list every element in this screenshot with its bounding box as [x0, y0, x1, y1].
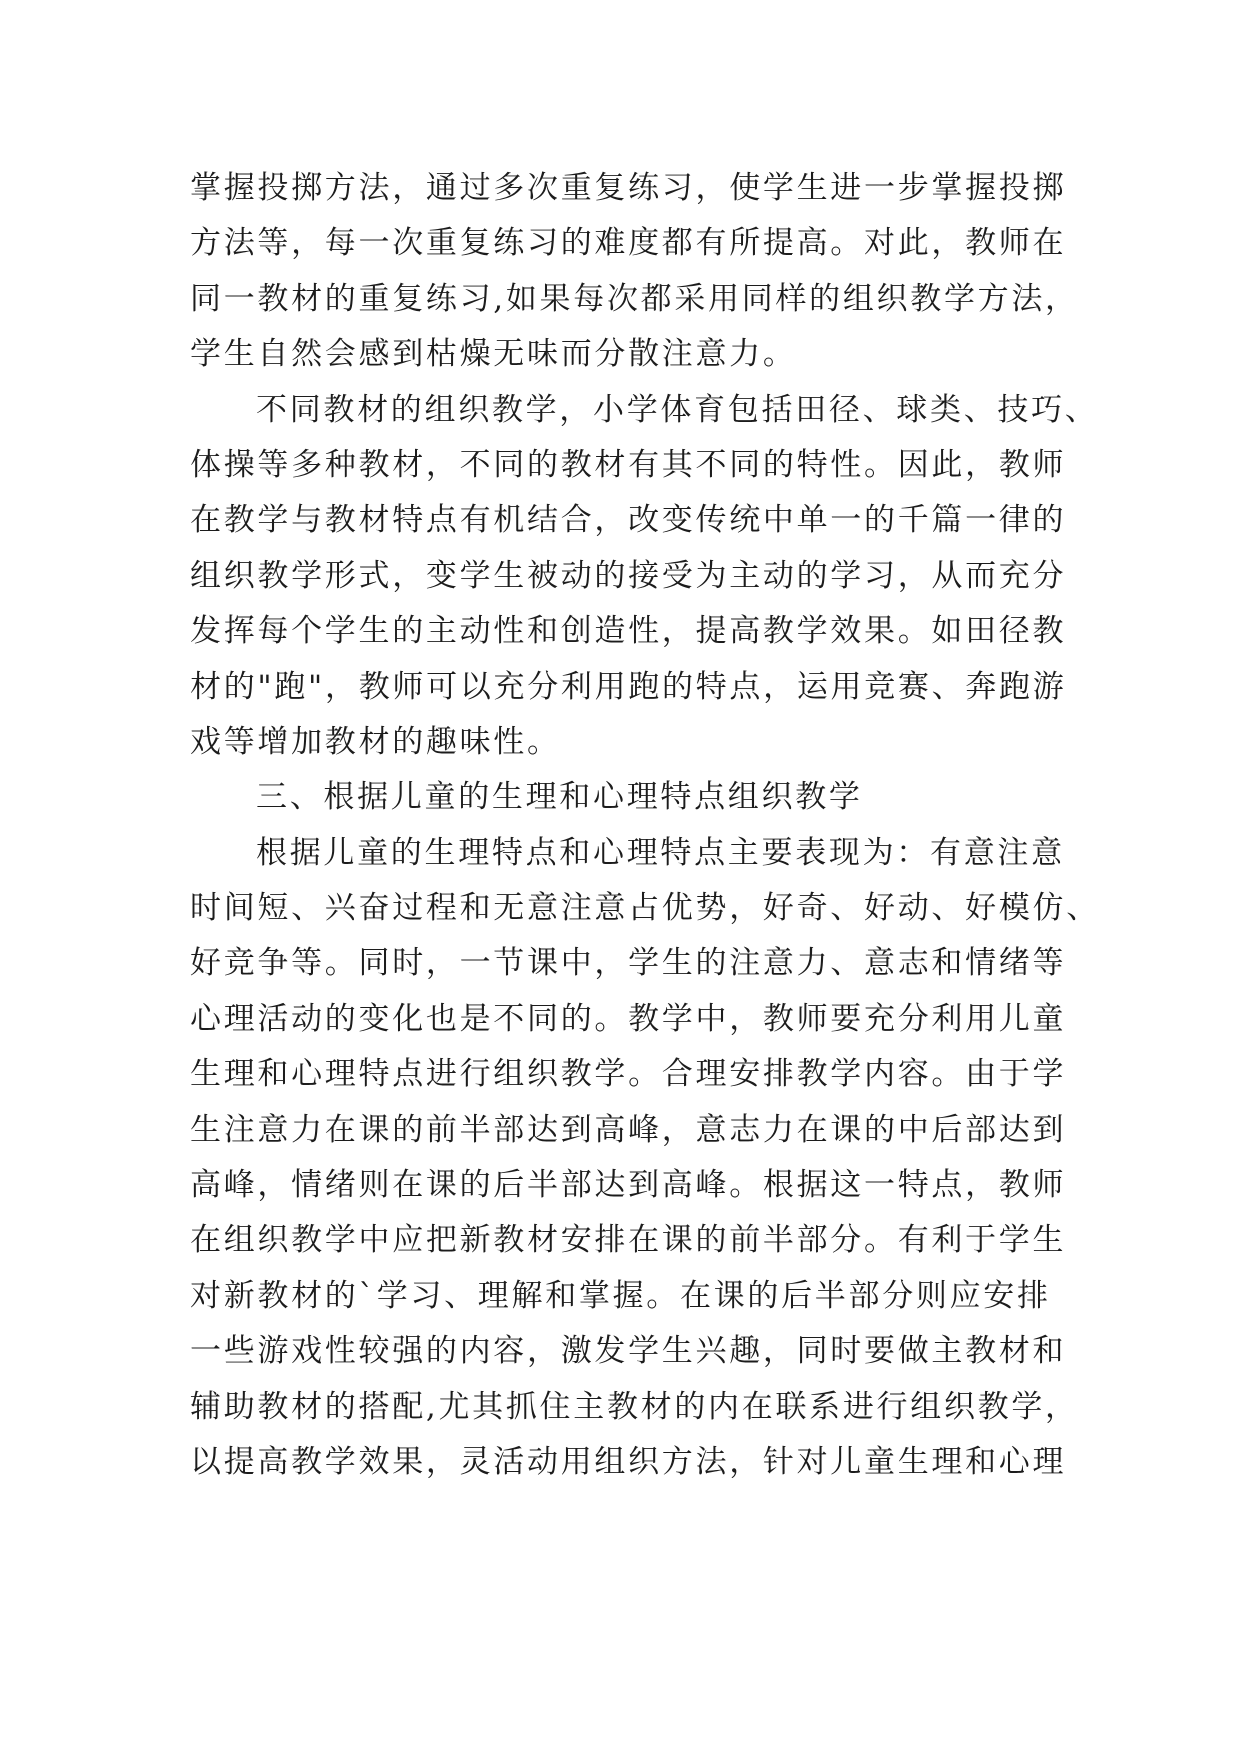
text-line: 组织教学形式，变学生被动的接受为主动的学习，从而充分 [190, 557, 1067, 594]
text-line: 以提高教学效果，灵活动用组织方法，针对儿童生理和心理 [190, 1443, 1067, 1480]
text-line: 掌握投掷方法，通过多次重复练习，使学生进一步掌握投掷 [190, 170, 1067, 206]
text-line: 不同教材的组织教学，小学体育包括田径、球类、技巧、 [256, 391, 1099, 428]
text-line: 根据儿童的生理特点和心理特点主要表现为：有意注意 [256, 834, 1065, 871]
text-line: 材的"跑"，教师可以充分利用跑的特点，运用竞赛、奔跑游 [190, 668, 1067, 705]
text-line: 方法等，每一次重复练习的难度都有所提高。对此，教师在 [190, 225, 1067, 262]
text-line: 发挥每个学生的主动性和创造性，提高教学效果。如田径教 [190, 613, 1067, 650]
text-line: 好竞争等。同时，一节课中，学生的注意力、意志和情绪等 [190, 945, 1067, 982]
text-line: 学生自然会感到枯燥无味而分散注意力。 [190, 336, 797, 373]
text-line: 辅助教材的搭配,尤其抓住主教材的内在联系进行组织教学， [190, 1388, 1079, 1425]
text-line: 三、根据儿童的生理和心理特点组织教学 [256, 779, 863, 816]
text-line: 生理和心理特点进行组织教学。合理安排教学内容。由于学 [190, 1056, 1067, 1093]
text-line: 高峰，情绪则在课的后半部达到高峰。根据这一特点，教师 [190, 1167, 1067, 1204]
text-line: 心理活动的变化也是不同的。教学中，教师要充分利用儿童 [190, 1000, 1067, 1037]
text-line: 在教学与教材特点有机结合，改变传统中单一的千篇一律的 [190, 502, 1067, 539]
text-line: 同一教材的重复练习,如果每次都采用同样的组织教学方法， [190, 280, 1079, 317]
text-line: 时间短、兴奋过程和无意注意占优势，好奇、好动、好模仿、 [190, 890, 1100, 927]
document-body [190, 161, 1100, 1490]
text-line: 生注意力在课的前半部达到高峰，意志力在课的中后部达到 [190, 1111, 1067, 1148]
text-line: 在组织教学中应把新教材安排在课的前半部分。有利于学生 [190, 1222, 1067, 1259]
text-line: 戏等增加教材的趣味性。 [190, 723, 561, 760]
text-line: 体操等多种教材，不同的教材有其不同的特性。因此，教师 [190, 446, 1067, 483]
text-line: 对新教材的`学习、理解和掌握。在课的后半部分则应安排 [190, 1277, 1051, 1314]
text-line: 一些游戏性较强的内容，激发学生兴趣，同时要做主教材和 [190, 1333, 1067, 1370]
